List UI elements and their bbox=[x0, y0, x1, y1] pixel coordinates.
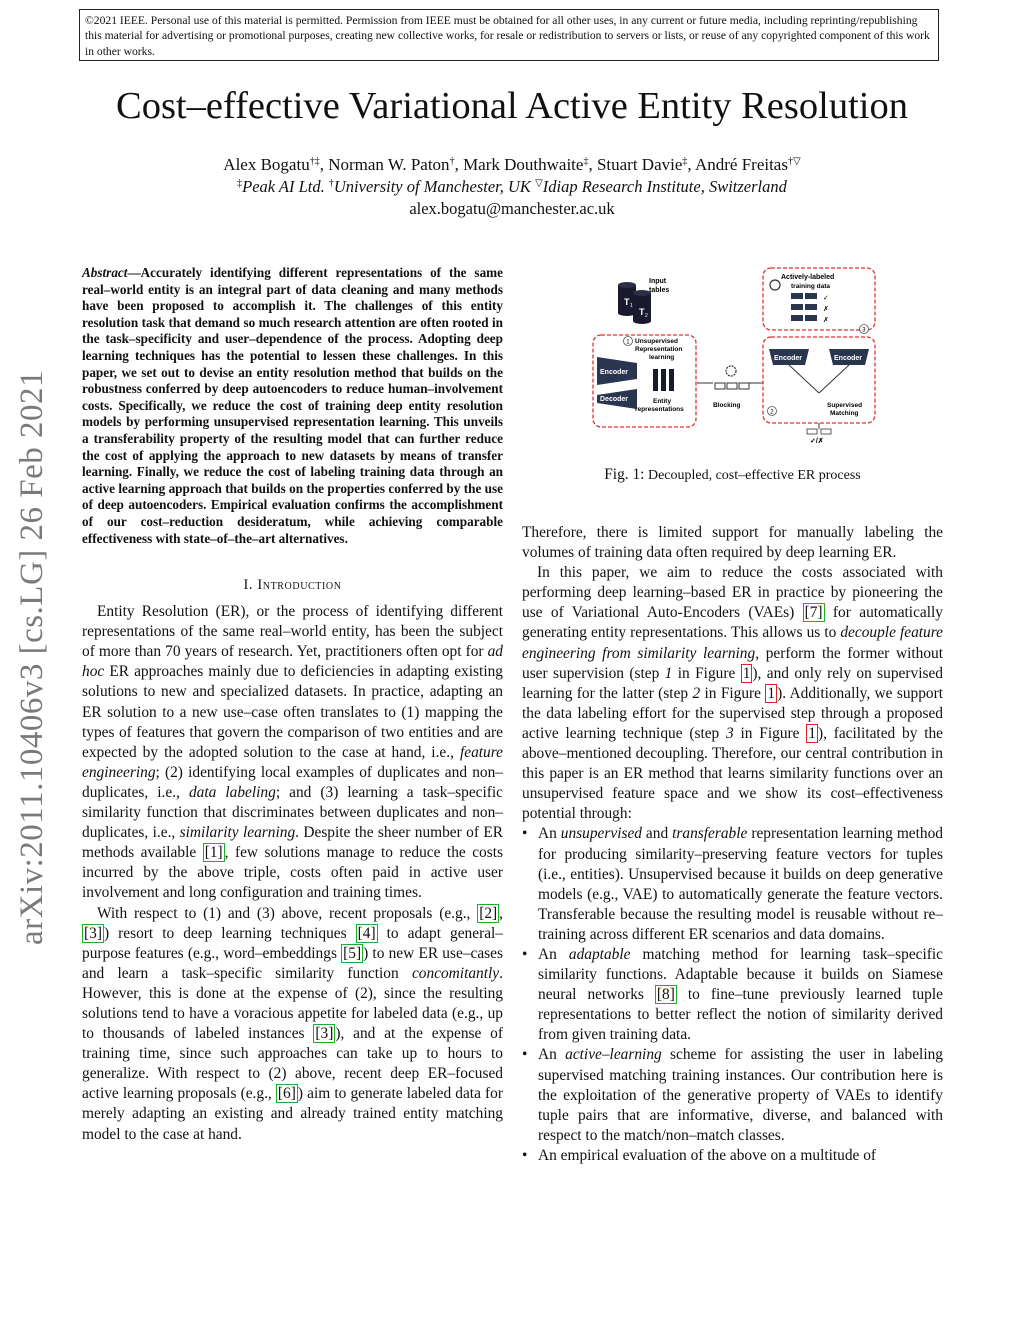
text-run: An empirical evaluation of the above on a multitude of bbox=[538, 1146, 877, 1164]
contribution-item bbox=[522, 1146, 943, 1166]
step-number: 2 bbox=[770, 409, 774, 416]
author-email: alex.bogatu@manchester.ac.uk bbox=[409, 199, 615, 218]
text-run: representation learning method for producing similarity–preserving feature vectors for tuples (i.e., entities). Unsupervised because it builds on deep generative models (e.g., VAE) to automatically generate the feature vectors. Transferable because the resulting model is reusable without re–training across different ER scenarios and data domains. bbox=[538, 825, 943, 943]
text-run: , bbox=[499, 904, 503, 922]
citation-link[interactable]: [5] bbox=[343, 944, 362, 962]
flow-line bbox=[789, 365, 819, 393]
text-italic: active–learning bbox=[565, 1046, 662, 1064]
check-mark: ✓ bbox=[823, 295, 829, 302]
text-run: , perform the former without user supervision (step bbox=[522, 644, 943, 682]
text-run: in Figure bbox=[700, 684, 766, 702]
vector-bar bbox=[653, 369, 658, 391]
citation-link[interactable]: [2] bbox=[479, 904, 498, 922]
text-italic: feature engineering bbox=[82, 743, 503, 781]
text-run: Entity Resolution (ER), or the process of identifying different representations of the same real–world entity, has been the subject of more than 70 years of research. Yet, practitioners often opt for bbox=[82, 603, 503, 661]
unsup-label: learning bbox=[649, 354, 675, 361]
affil-text: Idiap Research Institute, Switzerland bbox=[542, 177, 787, 196]
section-heading: I. Introduction bbox=[243, 577, 342, 594]
table-sub-t1: 1 bbox=[630, 303, 633, 309]
abstract-lead: Abstract bbox=[82, 265, 128, 280]
contribution-list bbox=[522, 824, 943, 1166]
text-run: An bbox=[538, 945, 569, 963]
text-run: ), and only rely on supervised learning for the latter (step bbox=[522, 664, 943, 702]
table-label-t1: T bbox=[624, 297, 630, 307]
text-run: to fine–tune previously learned tuple representations to better reflect the notion of similarity derived from given training data. bbox=[538, 986, 943, 1044]
text-run: ), facilitated by the above–mentioned decoupling. Therefore, our central contribution in this paper is an ER method that learns similarity functions over an unsupervised feature space and we show its cost–effectiveness potential through: bbox=[522, 724, 943, 823]
author-sep: , bbox=[319, 155, 329, 174]
contribution-item bbox=[522, 1045, 943, 1145]
text-run: An bbox=[538, 825, 561, 843]
author-sep: , bbox=[588, 155, 597, 174]
author-name: André Freitas bbox=[694, 155, 788, 174]
intro-paragraph-1 bbox=[82, 602, 503, 903]
author-name: Stuart Davie bbox=[596, 155, 683, 174]
text-run: ) resort to deep learning techniques bbox=[103, 924, 356, 942]
citation-link[interactable]: [4] bbox=[357, 924, 376, 942]
database-icon bbox=[633, 290, 651, 324]
entity-label: representations bbox=[635, 406, 684, 413]
text-run: . However, this is done at the expense of (2), since the resulting solutions tend to have a voracious appetite for labeled data (e.g., up to thousands of labeled instances bbox=[82, 964, 503, 1043]
text-italic: 1 bbox=[664, 664, 673, 682]
text-run: and bbox=[641, 825, 673, 843]
right-paragraph-1: Therefore, there is limited support for manually labeling the volumes of training data often required by deep learning ER. bbox=[522, 524, 943, 562]
author-marks: ‡ bbox=[682, 156, 688, 167]
result-mark: ✓/✗ bbox=[810, 438, 824, 443]
abstract-text: —Accurately identifying different representations of the same real–world entity is an integral part of data cleaning and many methods have been proposed to accomplish it. The challenges of this entity resolution task that demand so much research attention are often rooted in the task–specificity and user–dependence of the process. Adopting deep learning techniques has the potential to lessen these challenges. In this paper, we set out to devise an entity resolution method that builds on the robustness conferred by deep autoencoders to reduce human–involvement costs. Specifically, we reduce the cost of training deep entity resolution models by performing unsupervised representation learning. This unveils a transferability property of the resulting model that can further reduce the cost of applying the approach to new datasets by means of transfer learning. Finally, we reduce the cost of labeling training data through an active learning approach that builds on the properties conferred by the use of deep autoencoders. Empirical evaluation confirms the accomplishment of our cost–reduction desideratum, while achieving comparable effectiveness with state–of–the–art alternatives. bbox=[82, 265, 503, 546]
author-name: Alex Bogatu bbox=[223, 155, 310, 174]
author-name: Mark Douthwaite bbox=[463, 155, 584, 174]
block-box bbox=[739, 383, 749, 389]
text-italic: ad hoc bbox=[82, 643, 503, 681]
out-box bbox=[821, 429, 831, 434]
text-run: ), and at the expense of training time, since such approaches can take up to hours to generalize. With respect to (2) above, recent deep ER–focused active learning proposals (e.g., bbox=[82, 1025, 503, 1103]
author-marks: †‡ bbox=[309, 156, 320, 167]
cross-mark: ✗ bbox=[823, 306, 829, 313]
text-run: ) to new ER use–cases and learn a task–specific similarity function bbox=[82, 944, 503, 982]
unsup-label: Unsupervised bbox=[635, 338, 678, 345]
figure-ref-link[interactable]: 1 bbox=[808, 724, 816, 742]
text-run: In this paper, we aim to reduce the costs associated with performing deep learning–based ER in practice by pioneering the use of Variational Auto-Encoders (VAEs) bbox=[522, 564, 943, 622]
input-tables-label: tables bbox=[649, 287, 670, 294]
active-label: Actively-labeled bbox=[781, 274, 835, 281]
author-marks: † bbox=[449, 156, 455, 167]
figure-ref-link[interactable]: 1 bbox=[767, 684, 776, 702]
encoder-label: Encoder bbox=[834, 355, 863, 362]
text-run: ; and (3) learning a task–specific similarity function that discriminates between duplicates and non–duplicates, i.e., bbox=[82, 783, 504, 842]
text-run: to adapt general–purpose features (e.g., word–embeddings bbox=[82, 924, 503, 962]
text-run: in Figure bbox=[672, 664, 741, 682]
input-tables-label: Input bbox=[649, 278, 667, 285]
text-run: ER approaches mainly due to deficiencies in adapting existing solutions to new and specialized datasets. In practice, adapting an ER solution to a new use–case often translates to (1) mapping the types of features that govern the comparison of two entities and are expected by the adopted solution to the case at hand, i.e., bbox=[82, 663, 503, 761]
text-run: ). Additionally, we support the data labeling effort for the supervised step through a proposed active learning technique (step bbox=[522, 684, 943, 742]
table-sub-t2: 2 bbox=[645, 313, 648, 319]
sup-label: Supervised bbox=[827, 402, 863, 409]
copyright-notice: ©2021 IEEE. Personal use of this material is permitted. Permission from IEEE must be obtained for all other uses, in any current or future media, including reprinting/republishing this material for advertising or promotional purposes, creating new collective works, for resale or redistribution to servers or lists, or reuse of any copyrighted component of this work in other works. bbox=[79, 9, 939, 61]
gear-icon bbox=[726, 366, 736, 376]
figure-caption-text: Decoupled, cost–effective ER process bbox=[647, 468, 861, 483]
author-sep: , bbox=[454, 155, 464, 174]
step-number: 3 bbox=[862, 327, 866, 334]
figure-diagram bbox=[583, 263, 883, 443]
right-paragraph-2 bbox=[522, 563, 943, 824]
vector-bar bbox=[661, 369, 666, 391]
blocking-label: Blocking bbox=[713, 402, 741, 409]
citation-link[interactable]: [3] bbox=[84, 924, 102, 942]
author-marks: ‡ bbox=[583, 156, 589, 167]
vector-bar bbox=[669, 369, 674, 391]
text-run: , few solutions manage to reduce the costs incurred by the above triple, costs often paid in active user involvement and long configuration and training times. bbox=[82, 844, 503, 902]
pair-box bbox=[805, 315, 817, 321]
citation-link[interactable]: [7] bbox=[804, 604, 823, 622]
cross-mark: ✗ bbox=[823, 317, 829, 324]
text-run: ; (2) identifying local examples of duplicates and non–duplicates, i.e., bbox=[82, 763, 503, 801]
affil-text: Peak AI Ltd. bbox=[242, 177, 329, 196]
text-run: for automatically generating entity representations. This allows us to bbox=[522, 604, 943, 642]
encoder-label: Encoder bbox=[774, 355, 803, 362]
pair-box bbox=[791, 293, 803, 299]
left-column bbox=[82, 265, 503, 1145]
abstract bbox=[82, 265, 503, 547]
text-run: With respect to (1) and (3) above, recent proposals (e.g., bbox=[97, 904, 478, 922]
pair-box bbox=[791, 304, 803, 310]
pair-box bbox=[805, 293, 817, 299]
sup-label: Matching bbox=[830, 410, 859, 417]
entity-label: Entity bbox=[653, 398, 672, 405]
figure-ref-link[interactable]: 1 bbox=[742, 664, 751, 682]
block-box bbox=[727, 383, 737, 389]
figure-label: Fig. 1: bbox=[604, 466, 645, 483]
table-label-t2: T bbox=[639, 307, 645, 317]
right-column bbox=[522, 523, 943, 1166]
text-run: ) aim to generate labeled data for merely adapting an existing and already trained entity matching model to the case at hand. bbox=[82, 1085, 503, 1143]
step-number: 1 bbox=[626, 339, 630, 346]
user-icon bbox=[770, 280, 780, 290]
text-run: matching method for learning task–specific similarity functions. Adaptable because it builds on Siamese neural networks bbox=[538, 945, 943, 1004]
out-box bbox=[807, 429, 817, 434]
author-sep: , bbox=[687, 155, 695, 174]
affil-mark: ▽ bbox=[535, 178, 543, 189]
author-list bbox=[0, 154, 1024, 175]
text-italic: concomitantly bbox=[411, 964, 500, 982]
citation-link[interactable]: [1] bbox=[204, 844, 223, 862]
decoder-label: Decoder bbox=[600, 396, 629, 403]
pair-box bbox=[791, 315, 803, 321]
contribution-item bbox=[522, 945, 943, 1045]
paper-title: Cost–effective Variational Active Entity Resolution bbox=[116, 85, 908, 127]
encoder-label: Encoder bbox=[600, 369, 629, 376]
flow-line bbox=[819, 365, 849, 393]
text-italic: unsupervised bbox=[560, 825, 642, 843]
figure-caption bbox=[522, 466, 943, 485]
author-name: Norman W. Paton bbox=[328, 155, 450, 174]
text-italic: data labeling bbox=[188, 783, 276, 801]
text-italic: similarity learning bbox=[179, 824, 296, 842]
affil-text: University of Manchester, UK bbox=[333, 177, 536, 196]
intro-paragraph-2 bbox=[82, 904, 503, 1145]
text-run: An bbox=[538, 1046, 566, 1064]
text-italic: adaptable bbox=[568, 945, 631, 963]
text-italic: 3 bbox=[726, 724, 734, 742]
unsup-label: Representation bbox=[635, 346, 683, 353]
block-box bbox=[715, 383, 725, 389]
citation-link[interactable]: [3] bbox=[315, 1025, 334, 1043]
affil-mark: ‡ bbox=[237, 178, 243, 189]
citation-link[interactable]: [6] bbox=[277, 1085, 296, 1103]
affil-mark: † bbox=[328, 178, 334, 189]
figure-1 bbox=[583, 263, 883, 443]
pair-box bbox=[805, 304, 817, 310]
text-run: scheme for assisting the user in labeling supervised matching training instances. Our contribution here is the exploitation of the generative property of VAEs to identify tuple pairs that are informative, diverse, and balanced with respect to the match/non–match classes. bbox=[538, 1046, 943, 1144]
arxiv-stamp: arXiv:2011.10406v3 [cs.LG] 26 Feb 2021 bbox=[14, 369, 50, 945]
text-italic: 2 bbox=[692, 684, 701, 702]
citation-link[interactable]: [8] bbox=[656, 986, 675, 1004]
text-run: . Despite the sheer number of ER methods available bbox=[82, 824, 503, 862]
contribution-item bbox=[522, 824, 943, 945]
author-marks: †▽ bbox=[787, 156, 801, 167]
text-italic: decouple feature engineering from similarity learning bbox=[522, 624, 943, 662]
text-italic: transferable bbox=[672, 825, 748, 843]
affiliations bbox=[0, 176, 1024, 197]
active-label: training data bbox=[791, 283, 831, 290]
text-run: in Figure bbox=[733, 724, 807, 742]
